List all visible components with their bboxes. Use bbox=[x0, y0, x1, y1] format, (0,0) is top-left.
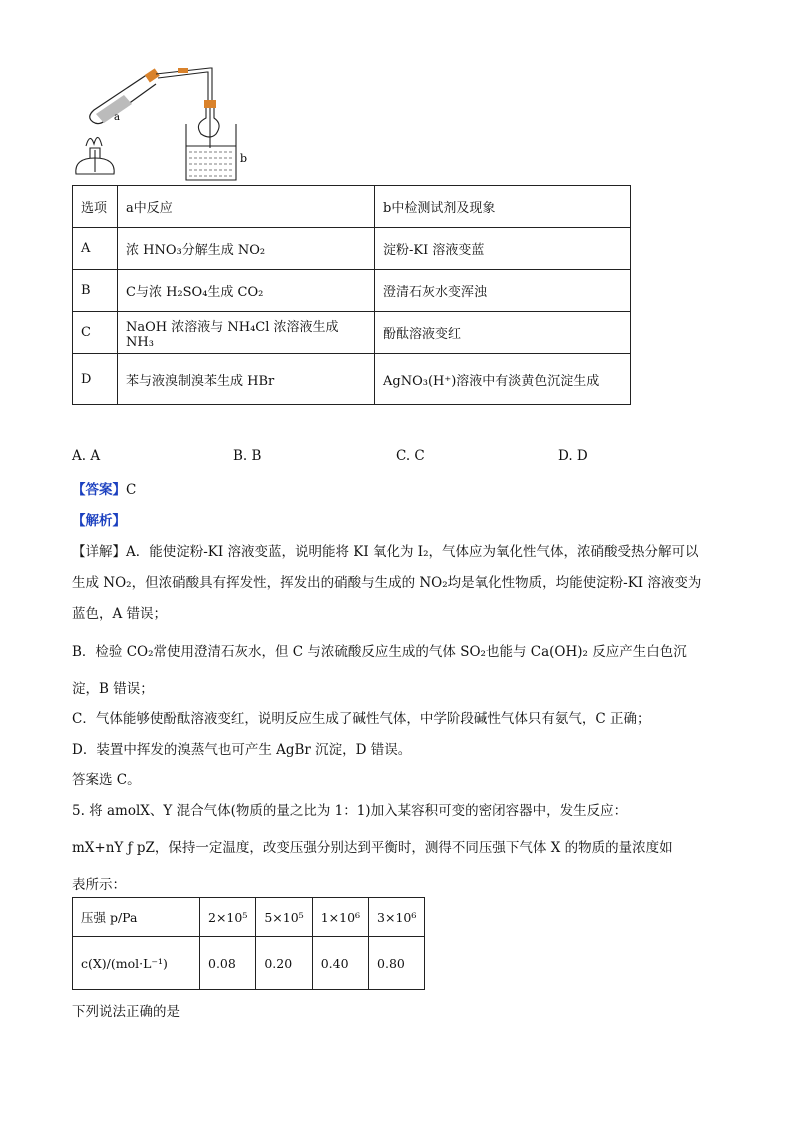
row-option: B bbox=[73, 270, 118, 312]
choice-d: D. D bbox=[558, 448, 588, 464]
apparatus-diagram bbox=[66, 62, 266, 184]
choice-a: A. A bbox=[72, 448, 101, 464]
detail-line-8: 答案选 C。 bbox=[72, 772, 141, 788]
detail-line-4: B．检验 CO₂常使用澄清石灰水，但 C 与浓硫酸反应生成的气体 SO₂也能与 Ca(OH)₂ 反应产生白色沉 bbox=[72, 644, 687, 660]
answer-tag: 【答案】 bbox=[72, 482, 126, 498]
detail-line-7: D．装置中挥发的溴蒸气也可产生 AgBr 沉淀，D 错误。 bbox=[72, 742, 412, 758]
table-row bbox=[73, 270, 631, 312]
row-reaction: 浓 HNO₃分解生成 NO₂ bbox=[118, 228, 375, 270]
row-detection: 淀粉-KI 溶液变蓝 bbox=[375, 228, 631, 270]
question5-line-2: mX+nY ƒ pZ，保持一定温度，改变压强分别达到平衡时，测得不同压强下气体 X 的物质的量浓度如 bbox=[72, 840, 673, 856]
options-table bbox=[72, 185, 631, 405]
delivery-tube bbox=[156, 68, 212, 102]
answer-line bbox=[72, 478, 136, 498]
table-row bbox=[73, 937, 425, 990]
pressure-value: 3×10⁶ bbox=[369, 898, 425, 937]
detail-tag: 【详解】 bbox=[72, 544, 126, 560]
answer-value: C bbox=[126, 482, 137, 498]
header-option: 选项 bbox=[73, 186, 118, 228]
table-row bbox=[73, 228, 631, 270]
beaker-b bbox=[186, 100, 236, 180]
row-option: D bbox=[73, 354, 118, 405]
detail-line-1: 【详解】A．能使淀粉-KI 溶液变蓝，说明能将 KI 氧化为 I₂，气体应为氧化性气体，浓硝酸受热分解可以 bbox=[72, 544, 699, 560]
header-detection: b中检测试剂及现象 bbox=[375, 186, 631, 228]
question5-prompt: 下列说法正确的是 bbox=[72, 1004, 180, 1020]
label-a: a bbox=[114, 112, 120, 123]
concentration-value: 0.20 bbox=[256, 937, 312, 990]
pressure-value: 2×10⁵ bbox=[200, 898, 256, 937]
choice-c: C. C bbox=[396, 448, 425, 464]
question5-line-1: 5. 将 amolX、Y 混合气体(物质的量之比为 1：1)加入某容积可变的密闭容器中，发生反应： bbox=[72, 803, 628, 819]
row-detection: AgNO₃(H⁺)溶液中有淡黄色沉淀生成 bbox=[375, 354, 631, 405]
pressure-value: 5×10⁵ bbox=[256, 898, 312, 937]
detail-line-5: 淀，B 错误； bbox=[72, 681, 154, 697]
detail-line-3: 蓝色，A 错误； bbox=[72, 606, 168, 622]
test-tube-a bbox=[90, 74, 156, 124]
liquid-b bbox=[189, 152, 233, 176]
concentration-label: c(X)/(mol·L⁻¹) bbox=[73, 937, 200, 990]
row-option: A bbox=[73, 228, 118, 270]
row-reaction: C与浓 H₂SO₄生成 CO₂ bbox=[118, 270, 375, 312]
analysis-tag: 【解析】 bbox=[72, 513, 126, 529]
table-row bbox=[73, 898, 425, 937]
table-row bbox=[73, 312, 631, 354]
concentration-value: 0.80 bbox=[369, 937, 425, 990]
row-detection: 澄清石灰水变浑浊 bbox=[375, 270, 631, 312]
detail-line-6: C．气体能够使酚酞溶液变红，说明反应生成了碱性气体，中学阶段碱性气体只有氨气，C 正确； bbox=[72, 711, 651, 727]
row-reaction: 苯与液溴制溴苯生成 HBr bbox=[118, 354, 375, 405]
header-reaction: a中反应 bbox=[118, 186, 375, 228]
rubber-stopper-a bbox=[145, 68, 160, 82]
concentration-value: 0.08 bbox=[200, 937, 256, 990]
row-reaction: NaOH 浓溶液与 NH₄Cl 浓溶液生成 NH₃ bbox=[118, 312, 375, 354]
table-header-row bbox=[73, 186, 631, 228]
row-option: C bbox=[73, 312, 118, 354]
row-detection: 酚酞溶液变红 bbox=[375, 312, 631, 354]
pressure-table bbox=[72, 897, 425, 990]
table-row bbox=[73, 354, 631, 405]
rubber-joint bbox=[178, 68, 188, 73]
choice-b: B. B bbox=[233, 448, 262, 464]
question5-line-3: 表所示： bbox=[72, 877, 126, 893]
concentration-value: 0.40 bbox=[312, 937, 368, 990]
label-b: b bbox=[240, 152, 248, 165]
detail-line-2: 生成 NO₂，但浓硝酸具有挥发性，挥发出的硝酸与生成的 NO₂均是氧化性物质，均能使淀粉-KI 溶液变为 bbox=[72, 575, 702, 591]
pressure-label: 压强 p/Pa bbox=[73, 898, 200, 937]
pressure-value: 1×10⁶ bbox=[312, 898, 368, 937]
alcohol-lamp bbox=[76, 137, 114, 174]
